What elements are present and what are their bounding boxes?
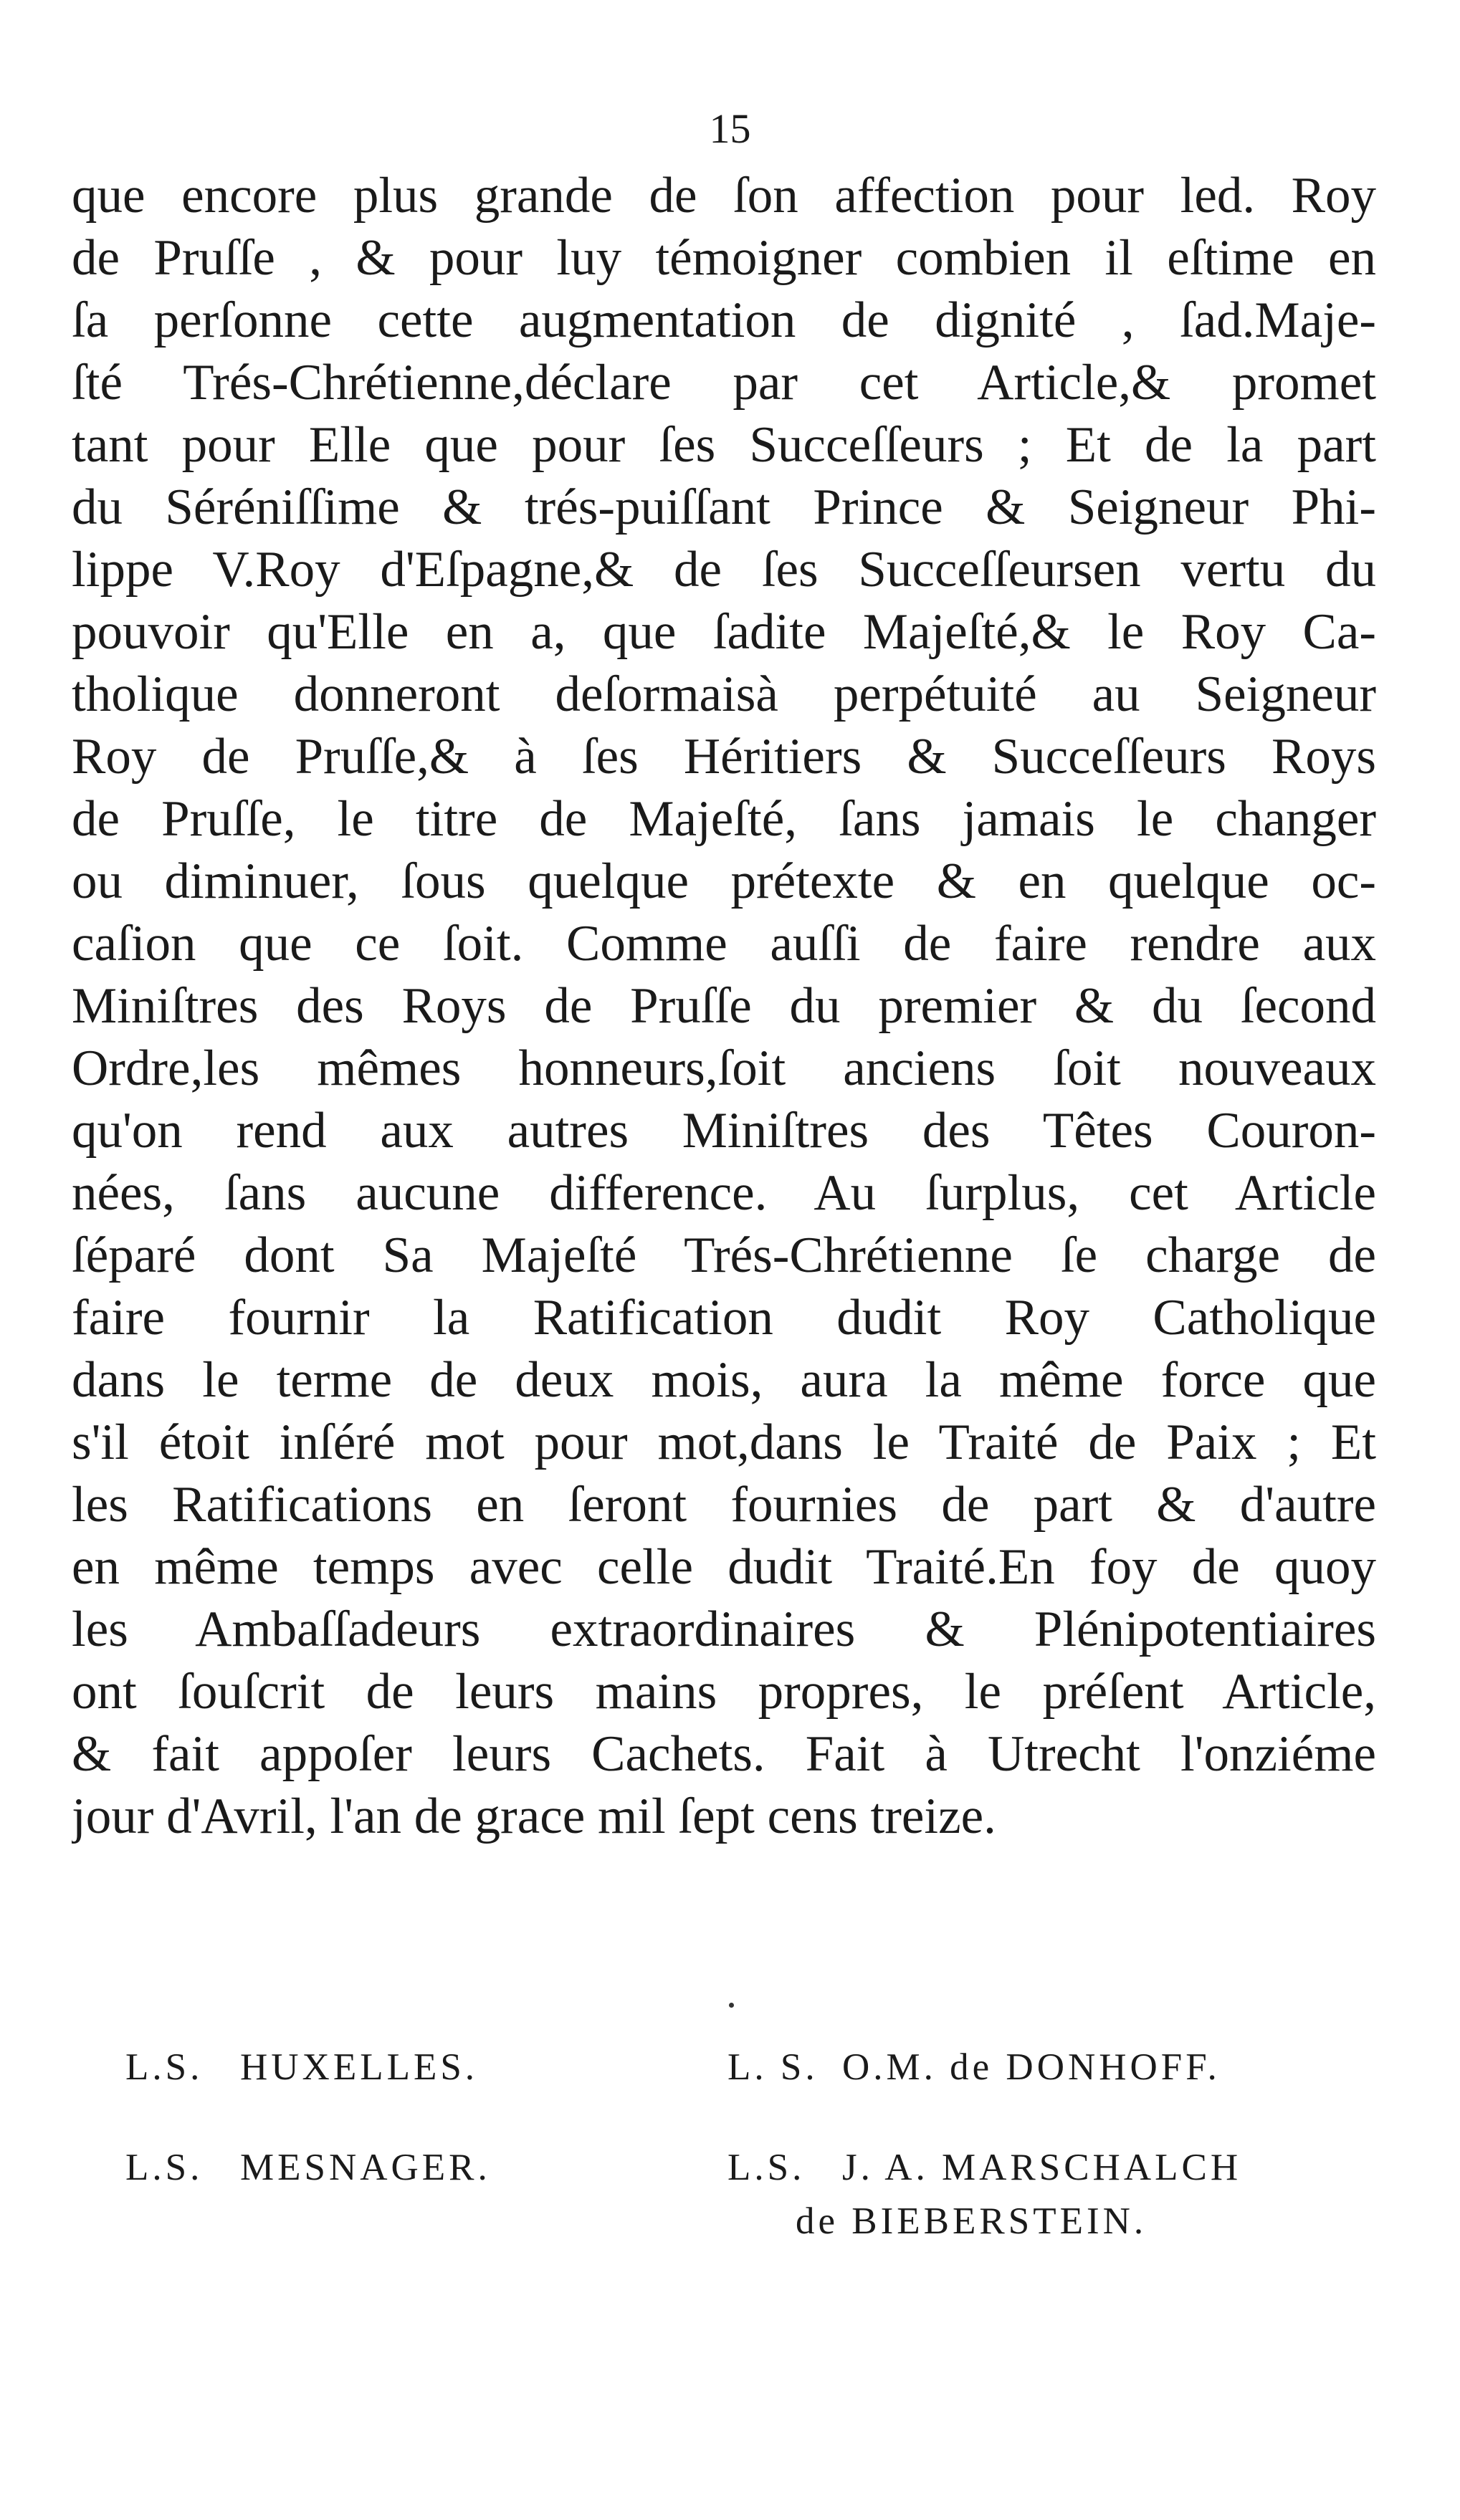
seal-mark: L.S. [125,2147,204,2188]
signature-marschalch [727,2146,1241,2189]
text-line: Roy de Pruſſe,& à ſes Héritiers & Succeſſeurs Roys [72,729,1376,785]
text-line: ſa perſonne cette augmentation de dignité , ſad.Maje- [72,292,1376,348]
text-line: de Pruſſe, le titre de Majeſté, ſans jamais le changer [72,791,1376,847]
text-line: ont ſouſcrit de leurs mains propres, le préſent Article, [72,1664,1376,1720]
signatory-name: O.M. de DONHOFF. [842,2046,1221,2088]
seal-mark: L.S. [125,2046,204,2088]
text-line: faire fournir la Ratification dudit Roy Catholique [72,1290,1376,1346]
text-line: Ordre,les mêmes honneurs,ſoit anciens ſoit nouveaux [72,1040,1376,1096]
text-line: tant pour Elle que pour ſes Succeſſeurs ; Et de la part [72,417,1376,473]
signature-huxelles [125,2046,478,2089]
text-line: du Séréniſſime & trés-puiſſant Prince & Seigneur Phi- [72,479,1376,535]
text-line: Miniſtres des Roys de Pruſſe du premier & du ſecond [72,978,1376,1034]
seal-mark: L.S. [727,2147,806,2188]
signature-mesnager [125,2146,491,2189]
text-line: ſté Trés-Chrétienne,déclare par cet Article,& promet [72,355,1376,411]
text-line: ou diminuer, ſous quelque prétexte & en quelque oc- [72,853,1376,909]
signature-marschalch-line2: de BIEBERSTEIN. [796,2200,1148,2242]
text-line: jour d'Avril, l'an de grace mil ſept cens treize. [72,1788,996,1844]
signature-block [0,2046,1460,2296]
text-line: pouvoir qu'Elle en a, que ſadite Majeſté,& le Roy Ca- [72,604,1376,660]
text-line: ſéparé dont Sa Majeſté Trés-Chrétienne ſe charge de [72,1227,1376,1283]
text-line: lippe V.Roy d'Eſpagne,& de ſes Succeſſeursen vertu du [72,542,1376,598]
signatory-name: HUXELLES. [240,2046,479,2088]
text-line: en même temps avec celle dudit Traité.En foy de quoy [72,1539,1376,1595]
text-line: les Ratifications en ſeront fournies de part & d'autre [72,1477,1376,1533]
seal-mark: L. S. [727,2046,819,2088]
text-line: de Pruſſe , & pour luy témoigner combien il eſtime en [72,230,1376,286]
text-line: caſion que ce ſoit. Comme auſſi de faire rendre aux [72,916,1376,972]
text-line: nées, ſans aucune difference. Au ſurplus, cet Article [72,1165,1376,1221]
page-number: 15 [709,105,751,152]
text-line: que encore plus grande de ſon affection pour led. Roy [72,168,1376,224]
text-line: dans le terme de deux mois, aura la même force que [72,1352,1376,1408]
text-line: les Ambaſſadeurs extraordinaires & Plénipotentiaires [72,1601,1376,1657]
signatory-name: J. A. MARSCHALCH [842,2147,1242,2188]
article-text [72,165,1376,1848]
text-line: tholique donneront deſormaisà perpétuité au Seigneur [72,666,1376,722]
text-line: qu'on rend aux autres Miniſtres des Têtes Couron- [72,1103,1376,1159]
text-line: & fait appoſer leurs Cachets. Fait à Utrecht l'onziéme [72,1726,1376,1782]
signature-donhoff [727,2046,1221,2089]
text-line: s'il étoit inſéré mot pour mot,dans le Traité de Paix ; Et [72,1414,1376,1470]
ink-speck [729,2003,734,2008]
signatory-name: MESNAGER. [240,2147,491,2188]
